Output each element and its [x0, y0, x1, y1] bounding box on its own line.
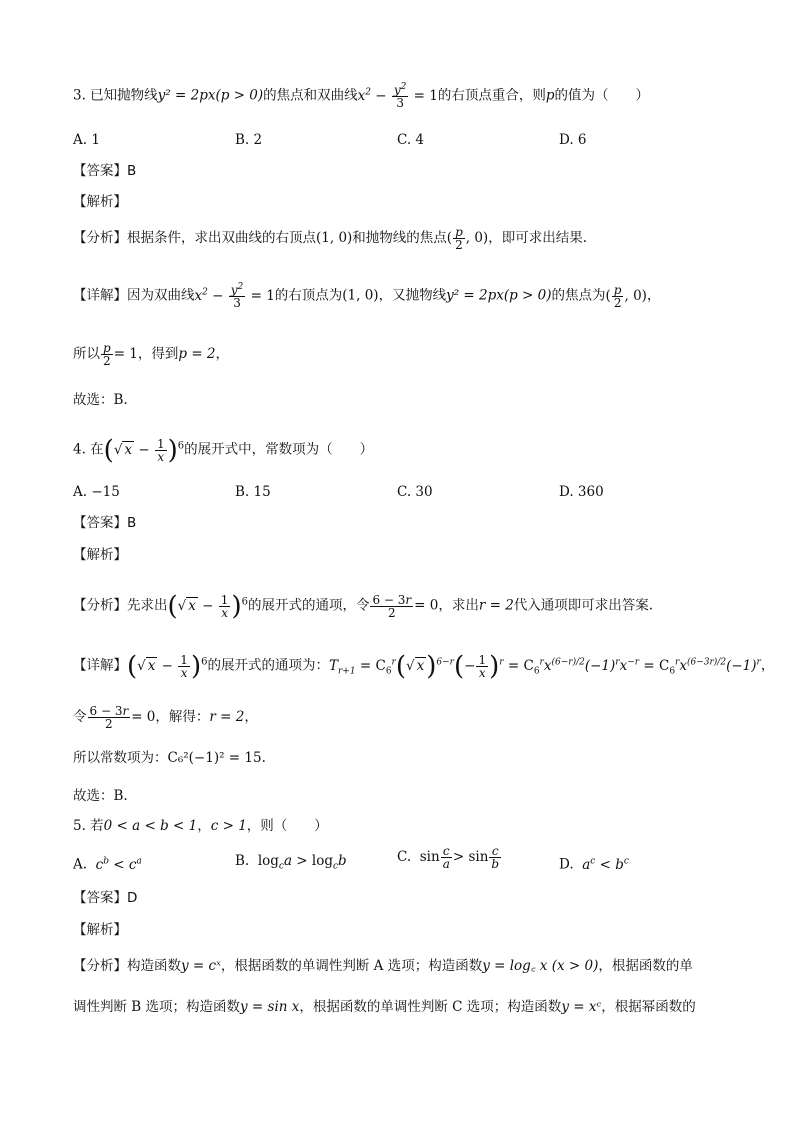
q3-options	[73, 130, 733, 150]
q4-stem-end: 的展开式中，常数项为（ ）	[184, 441, 374, 458]
q5-option-d[interactable]: D. $a^c < b^c$	[559, 856, 629, 873]
q5-fy2b: (x > 0)	[551, 958, 599, 974]
q3-fenxi-label: 【分析】	[73, 230, 127, 246]
q5-fenxi-label: 【分析】	[73, 958, 127, 974]
q5-f4: 调性判断 B 选项；构造函数	[73, 999, 241, 1015]
q3-xiangjie-end: ，	[646, 287, 661, 304]
q5-option-a[interactable]: A. $c^b < c^a$	[73, 856, 142, 873]
q3-jiexi: 【解析】	[73, 194, 127, 210]
q4-xiangjie-mid: 的展开式的通项为：	[207, 657, 329, 674]
q3-frac-p2: $\frac{p}{2}$	[103, 341, 111, 368]
q4-frac-63r-2: $\frac{6 - 3r}{2}$	[89, 704, 129, 731]
q4-jiexi: 【解析】	[73, 547, 127, 563]
q3-xiangjie	[73, 282, 660, 309]
q4-xiangjie: 【详解】(√ x − $\frac{1}{x}$ )$^6$的展开式的通项为：$T_{r+1} = C_6^r(√$ x)$^{6-r}$(− $\frac{1}{x}$ )$^r = C_6^rx^{(6-r)/2}(-1)^rx^{-r} = C_6^rx^{(6-3r)/2}(-1)^r$，	[73, 651, 775, 681]
q5-f5: ，根据函数的单调性判断 C 选项；构造函数	[299, 999, 562, 1015]
q3-xiangjie-mid1: 的右顶点为	[274, 287, 343, 304]
q4-option-b[interactable]: B. 15	[235, 484, 271, 500]
q4-suoyi-end: .	[261, 750, 266, 766]
q5-answer: 【答案】D	[73, 890, 138, 906]
q3-focus-2: ( $\frac{p}{2}$ , 0)	[605, 282, 647, 310]
q3-fenxi-pre: 根据条件，求出双曲线的右顶点	[127, 230, 316, 246]
q4-fenxi-mid2: = 0，求出	[414, 597, 479, 614]
q4-option-d[interactable]: D. 360	[559, 484, 604, 500]
q4-ling	[73, 705, 258, 730]
q5-fenxi-line1	[73, 956, 693, 976]
q3-suoyi-label: 所以	[73, 346, 100, 362]
q5-option-b[interactable]: B. $\log_ca > \log_cb$	[235, 853, 347, 872]
q5-option-c[interactable]: C. sin $\frac{c}{a}$ > sin $\frac{c}{b}$	[397, 844, 500, 871]
q3-vertex: (1, 0)	[316, 230, 353, 246]
q3-suoyi-end: ，	[215, 346, 230, 362]
q4-const-expr: C₆²(−1)² = 15	[167, 750, 262, 766]
q5-comma: ，	[197, 818, 211, 834]
q5-stem-end: ，则（ ）	[246, 818, 328, 834]
q3-xiangjie-mid2: ，又抛物线	[378, 287, 447, 304]
q3-xiangjie-mid3: 的焦点为	[551, 287, 606, 304]
q5-fenxi-line2	[73, 997, 696, 1017]
q3-suoyi-mid: = 1，得到	[113, 346, 179, 362]
q5-option-d-label: D.	[559, 856, 574, 873]
q5-f3: ，根据函数的单	[598, 958, 693, 974]
q5-option-c-label: C.	[397, 849, 412, 865]
q5-stem	[73, 816, 328, 836]
q3-option-c[interactable]: C. 4	[397, 132, 425, 148]
q5-f6: ，根据幂函数的	[601, 999, 696, 1015]
q4-stem	[73, 436, 373, 463]
q4-xiangjie-label: 【详解】	[73, 657, 127, 674]
q4-ling-end: ，	[244, 709, 258, 725]
q3-hyperbola: $x^2$ − $\frac{y^2}{3}$ = 1	[357, 82, 438, 110]
q5-cond2: c > 1	[210, 818, 247, 834]
q4-general-term: $T_{r+1} = C_6^r(√$ x)$^{6-r}$(− $\frac{1}{x}$ )$^r = C_6^rx^{(6-r)/2}(-1)^rx^{-r} = C_6^rx^{(6-3r)/2}(-1)^r$	[328, 651, 761, 681]
q4-option-c[interactable]: C. 30	[397, 484, 433, 500]
q5-option-a-label: A.	[73, 856, 88, 873]
q3-option-a[interactable]: A. 1	[73, 132, 100, 148]
q3-fenxi-end: ，即可求出结果.	[488, 230, 588, 246]
q5-fy3: y = sin x	[240, 999, 300, 1015]
q3-suoyi	[73, 342, 229, 367]
q3-focus: ( $\frac{p}{2}$ , 0)	[446, 225, 489, 252]
q3-parabola: y² = 2px(p > 0)	[157, 87, 264, 104]
q4-fenxi-mid: 的展开式的通项，令	[247, 597, 370, 614]
q3-stem-end: 的值为（ ）	[554, 87, 650, 104]
q3-fenxi	[73, 226, 587, 251]
q4-frac-63r: $\frac{6 - 3r}{2}$	[372, 592, 412, 620]
q4-ling-mid: = 0，解得：	[131, 709, 210, 725]
q5-f1: 构造函数	[127, 958, 181, 974]
q5-jiexi: 【解析】	[73, 922, 127, 938]
q5-fy1: y = cˣ	[181, 958, 221, 974]
q5-options	[73, 844, 733, 877]
q5-stem-pre: 5. 若	[73, 818, 104, 834]
q4-ling-label: 令	[73, 709, 87, 725]
q4-suoyi-label: 所以常数项为：	[73, 750, 168, 766]
q4-option-a[interactable]: A. −15	[73, 484, 120, 500]
q3-xiangjie-pre: 因为双曲线	[127, 287, 195, 304]
q3-hyperbola-2: $x^2$ − $\frac{y^2}{3}$ = 1	[194, 282, 275, 310]
q4-binomial-2: (√ x − $\frac{1}{x}$ )$^6$	[167, 591, 248, 621]
q3-vertex-2: (1, 0)	[342, 287, 379, 304]
q3-parabola-2: y² = 2px(p > 0)	[446, 287, 552, 304]
q3-result: p = 2	[178, 346, 216, 362]
q4-answer: 【答案】B	[73, 515, 137, 531]
q4-fenxi-label: 【分析】	[73, 597, 127, 614]
q3-answer: 【答案】B	[73, 163, 137, 179]
q4-suoyi	[73, 748, 266, 768]
q5-fy4: y = xᶜ	[561, 999, 602, 1015]
q3-guxuan: 故选：B.	[73, 392, 128, 408]
q4-fenxi-pre: 先求出	[127, 597, 168, 614]
q4-stem-pre: 4. 在	[73, 441, 104, 458]
q4-fenxi-end: 代入通项即可求出答案.	[513, 597, 654, 614]
q3-fenxi-mid: 和抛物线的焦点	[352, 230, 447, 246]
q3-xiangjie-label: 【详解】	[73, 287, 127, 304]
q4-options	[73, 482, 733, 502]
q3-stem-mid1: 的焦点和双曲线	[263, 87, 358, 104]
q3-option-b[interactable]: B. 2	[235, 132, 263, 148]
q3-stem-mid2: 的右顶点重合，则	[437, 87, 546, 104]
q4-binomial: (√ x − $\frac{1}{x}$ )$^6$	[103, 435, 185, 465]
q4-fenxi	[73, 592, 653, 619]
q5-option-b-label: B.	[235, 853, 250, 869]
q4-ling-r: r = 2	[209, 709, 245, 725]
q5-f2: ，根据函数的单调性判断 A 选项；构造函数	[220, 958, 483, 974]
q3-stem-p: p	[545, 87, 555, 104]
q3-stem-pre: 3. 已知抛物线	[73, 87, 158, 104]
q4-guxuan: 故选：B.	[73, 788, 128, 804]
q5-cond1: 0 < a < b < 1	[103, 818, 198, 834]
q3-stem	[73, 82, 649, 109]
q4-binomial-3: (√ x − $\frac{1}{x}$ )$^6$	[127, 651, 208, 681]
q3-option-d[interactable]: D. 6	[559, 132, 587, 148]
q5-fy2: y = log꜀ x	[482, 958, 548, 974]
q4-fenxi-r: r = 2	[478, 597, 514, 614]
